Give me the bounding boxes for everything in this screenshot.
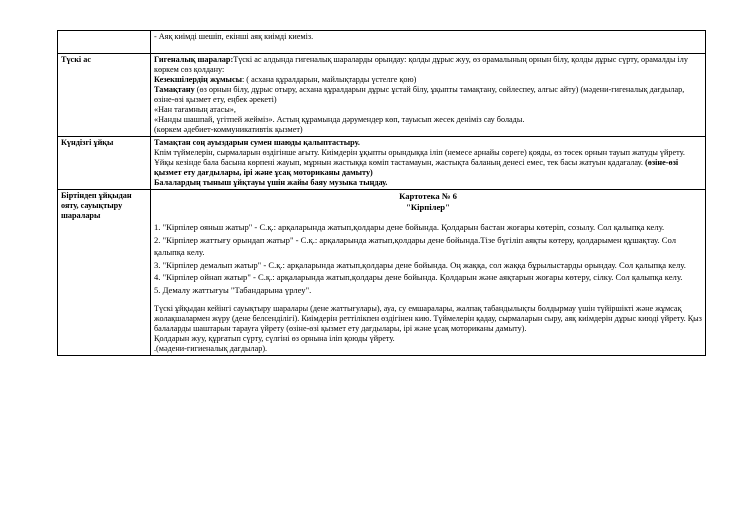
table-row-wakeup <box>58 190 706 356</box>
table-row <box>58 31 706 54</box>
shoe-change-text: - Аяқ киімді шешіп, екінші аяқ киімді киеміз. <box>154 32 314 41</box>
row-label <box>58 31 151 54</box>
card-name: "Кірпілер" <box>406 202 450 213</box>
health-measures-text: Түскі ұйқыдан кейінгі сауықтыру шаралары (дене жаттығулары), ауа, су емшаралары, жалпақ табандылықты болдырмау үшін түйіршікті және жұмсақ жолақшалармен жүру (дене белсенділігі). Киімдерін реттілікпен өздігінен кию. Түймелерін қадау, сырмаларын сыру, аяқ киімдерін дұрыс киюді үйрету. Қыз балаларды шаштарын тарауға үйрету (өзіне-өзі қызмет ету дағдылары, ірі және ұсақ моториканы дамыту). <box>154 304 702 334</box>
row-content <box>151 31 706 54</box>
meal-heading: Тамақтану <box>154 85 195 94</box>
hygiene-skills-note: .(мәдени-гигиеналық дағдылар). <box>154 344 268 354</box>
self-care-note: (өзіне-өзі қызмет ету дағдылары, ірі және ұсақ моториканы дамыту) <box>154 158 679 177</box>
exercise-3: 3. "Кірпілер демалып жатыр" - С.қ.: арқаларында жатып,қолдары дене бойында. Оң жаққа, сол жаққа бұрылыстарды орындау. Сол қалыпқа келу. <box>154 259 686 270</box>
duty-text: : ( асхана құралдарын, майлықтарды үстелге қою) <box>241 75 417 84</box>
hygiene-text: Түскі ас алдында гигеналық шараларды орындау: қолды дұрыс жуу, өз орамалының орнын білу, қолды дұрыс сүрту, орамалды ілу көркем сөз қолдану: <box>154 55 688 74</box>
row-label-nap: Күндізгі ұйқы <box>58 137 151 190</box>
table-row-lunch <box>58 54 706 137</box>
duty-heading: Кезекшілердің жұмысы <box>154 75 242 84</box>
card-number: Картотека № 6 <box>399 191 457 201</box>
exercise-2: 2. "Кірпілер жаттығу орындап жатыр" - С.қ.: арқаларында жатып,қолдары дене бойында.Тізе бүгіліп аяқты көтеру, қолдарымен құшақтау. Сол қалыпқа келу. <box>154 234 676 258</box>
hygiene-heading: Гигеналық шаралар: <box>154 55 234 64</box>
meal-text: (өз орнын білу, дұрыс отыру, асхана құралдарын дұрыс ұстай білу, ұқыпты тамақтану, сөйлеспеу, алғыс айту) (мәдени-гигеналық дағдылар, өзіне-өзі қызмет ету, еңбек әрекеті) <box>154 85 685 104</box>
bread-saying-1: «Нан тағамның атасы», <box>154 105 236 114</box>
meal-paragraph <box>154 85 702 105</box>
exercise-4: 4. "Кірпілер ойнап жатыр" - С.қ.: арқаларында жатып,қолдары дене бойында. Қолдарын және аяқтарын жоғары көтеру, сілку. Сол қалыпқа келу. <box>154 272 683 283</box>
row-content-lunch <box>151 54 706 137</box>
undress-paragraph <box>154 148 702 178</box>
table-row-nap <box>58 137 706 190</box>
undress-text: Кпім түймелерін, сырмаларын өздігінше ағыту. Киімдерін ұқыпты орындыққа іліп (немесе арнайы сөреге) қояды, өз төсек орнын тауып жатуды үйрету. Ұйқы кезінде бала басына көрпені жауып, мұрнын жастыққа көміп тастамауын, жастықта баланың денесі емес, тек басы жатуын қадағалау. <box>154 148 685 167</box>
row-label-wakeup: Біртіндеп ұйқыдан ояту, сауықтыру шаралары <box>58 190 151 356</box>
hygiene-paragraph <box>154 55 702 75</box>
hand-wash-text: Қолдарын жуу, құрғатып сүрту, сүлгіні өз орнына іліп қоюды үйрету. <box>154 334 395 344</box>
exercise-1: 1. "Кірпілер ояньш жатыр" - С.қ.: арқаларында жатып,қолдары дене бойында. Қолдарын бастан жоғары көтеріп, созылу. Сол қалыпқа келу. <box>154 222 665 233</box>
row-label-lunch: Түскі ас <box>58 54 151 137</box>
plan-table <box>57 30 706 356</box>
exercise-5: 5. Демалу жаттығуы "Табандарына үрлеу". <box>154 284 312 295</box>
music-text: Балалардың тыныш ұйқтауы үшін жайы баяу музыка тыңдау. <box>154 178 388 187</box>
row-content-wakeup <box>151 190 706 356</box>
literature-note: (көркем әдебиет-коммуникативтік қызмет) <box>154 125 303 134</box>
rinse-mouth-text: Тамақтан соң ауыздарын сумен шаюды қалыптастыру. <box>154 138 360 147</box>
bread-saying-2: «Нанды шашпай, үгітпей жейміз». Астың құрамында дәрумендер көп, тауысып жесек деніміз сау болады. <box>154 115 525 124</box>
duty-paragraph <box>154 75 702 85</box>
row-content-nap <box>151 137 706 190</box>
